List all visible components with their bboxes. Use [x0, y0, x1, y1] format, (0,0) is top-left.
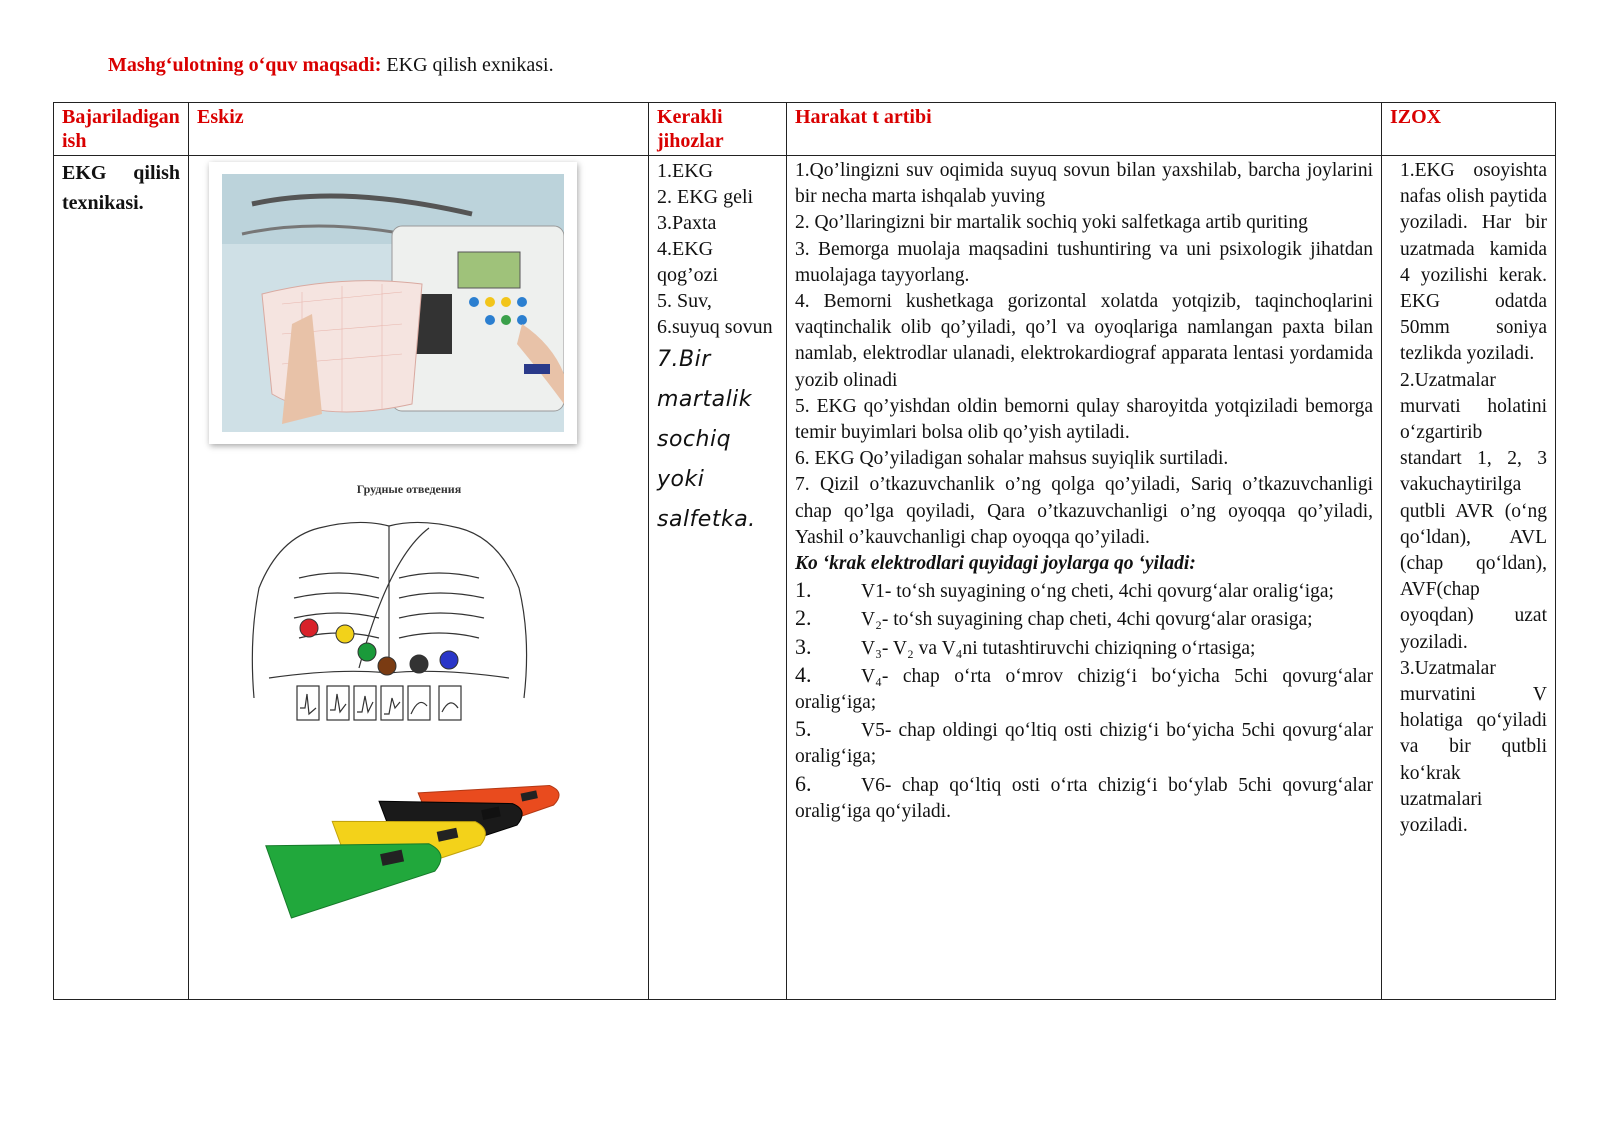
header-sketch: Eskiz	[189, 103, 649, 156]
header-steps: Harakat t artibi	[787, 103, 1382, 156]
task-cell: EKG qilish texnikasi.	[54, 156, 189, 1000]
chest-step: 5. V5- chap oldingi qo‘ltiq osti chizig‘i bo‘yicha 5chi qovurg‘alar oralig‘iga;	[795, 716, 1373, 768]
tool-item: 3.Paxta	[657, 212, 717, 234]
header-note: IZOX	[1382, 103, 1556, 156]
tool-item-handwritten: yoki	[657, 467, 705, 492]
chest-step: 6. V6- chap qo‘ltiq osti o‘rta chizig‘i bo‘ylab 5chi qovurg‘alar oralig‘iga qo‘yiladi.	[795, 770, 1373, 822]
goal-text: EKG qilish exnikasi.	[386, 54, 554, 76]
steps-cell	[787, 156, 1382, 1000]
header-tools: Kerakli jihozlar	[649, 103, 787, 156]
content-row	[54, 156, 1556, 1000]
sketch-cell	[189, 156, 649, 1000]
goal-label: Mashg‘ulotning o‘quv maqsadi:	[108, 54, 382, 76]
note-cell	[1382, 156, 1556, 1000]
step-1: 1.Qo’lingizni suv oqimida suyuq sovun bilan yaxshilab, barcha joylarini bir necha marta ishqalab yuving	[795, 160, 1373, 208]
tool-item-handwritten: 7.Bir	[657, 347, 711, 372]
chest-step: 2. V₂- to‘sh suyagining chap cheti, 4chi qovurg‘alar orasiga;	[795, 605, 1313, 631]
chest-leads-diagram	[239, 498, 539, 743]
chest-electrodes-heading: Ko ‘krak elektrodlari quyidagi joylarga qo ‘yiladi:	[795, 553, 1196, 575]
lesson-goal	[108, 54, 554, 77]
ecg-machine-photo	[209, 162, 577, 444]
step-3: 3. Bemorga muolaja maqsadini tushuntiring va uni psixologik jihatdan muolajaga tayyorlang.	[795, 238, 1373, 286]
step-7: 7. Qizil o’tkazuvchanlik o’ng qolga qo’yiladi, Sariq o’tkazuvchanligi chap qo’lga qoyiladi, Qara o’tkazuvchanligi o’ng oyoqqa qo’yiladi, Yashil o’kauvchanligi chap oyoqqa qo’yiladi.	[795, 474, 1373, 548]
header-task: Bajariladigan ish	[54, 103, 189, 156]
tool-item-handwritten: sochiq	[657, 427, 732, 452]
chest-step: 4. V₄- chap o‘rta o‘mrov chizig‘i bo‘yicha 5chi qovurg‘alar oralig‘iga;	[795, 661, 1373, 714]
tool-item: 1.EKG	[657, 160, 714, 182]
tool-item: 5. Suv,	[657, 290, 712, 312]
tool-item: 4.EKG qog’ozi	[657, 238, 719, 286]
leads-title: Грудные отведения	[356, 482, 462, 496]
note-1: 1.EKG osoyishta nafas olish paytida yoziladi. Har bir uzatmada kamida 4 yozilishi kerak. EKG odatda 50mm soniya tezlikda yoziladi.	[1400, 160, 1547, 365]
tools-cell	[649, 156, 787, 1000]
note-3: 3.Uzatmalar murvatini V holatiga qo‘yiladi va bir qutbli ko‘krak uzatmalari yoziladi.	[1400, 657, 1547, 837]
electrode-clips-image	[229, 756, 589, 951]
note-2: 2.Uzatmalar murvati holatini o‘zgartirib standart 1, 2, 3 vakuchaytirilga qutbli AVR (o‘ng qo‘ldan), AVL (chap qo‘ldan), AVF(chap oyoqdan) uzat yoziladi.	[1400, 369, 1547, 653]
tool-item-handwritten: martalik	[657, 387, 753, 412]
step-4: 4. Bemorni kushetkaga gorizontal xolatda yotqizib, taqinchoqlarini vaqtinchalik olib qo’yiladi, qo’l va oyoqlariga namlangan paxta bilan namlab, elektrodlar ulanadi, elektrokardiograf apparata lentasi yordamida yozib olinadi	[795, 291, 1373, 391]
step-2: 2. Qo’llaringizni bir martalik sochiq yoki salfetkaga artib quriting	[795, 212, 1308, 234]
chest-step: 1. V1- to‘sh suyagining o‘ng cheti, 4chi qovurg‘alar oralig‘iga;	[795, 577, 1334, 603]
tool-item-handwritten: salfetka.	[657, 507, 756, 532]
tool-item: 6.suyuq sovun	[657, 316, 773, 338]
procedure-table	[53, 102, 1556, 1000]
header-row	[54, 103, 1556, 156]
tool-item: 2. EKG geli	[657, 186, 754, 208]
step-6: 6. EKG Qo’yiladigan sohalar mahsus suyiqlik surtiladi.	[795, 448, 1229, 470]
step-5: 5. EKG qo’yishdan oldin bemorni qulay sharoyitda yotqiziladi bemorga temir buyimlari bolsa olib qo’yish aytiladi.	[795, 395, 1373, 444]
chest-step: 3. V₃- V₂ va V₄ni tutashtiruvchi chiziqning o‘rtasiga;	[795, 633, 1256, 659]
